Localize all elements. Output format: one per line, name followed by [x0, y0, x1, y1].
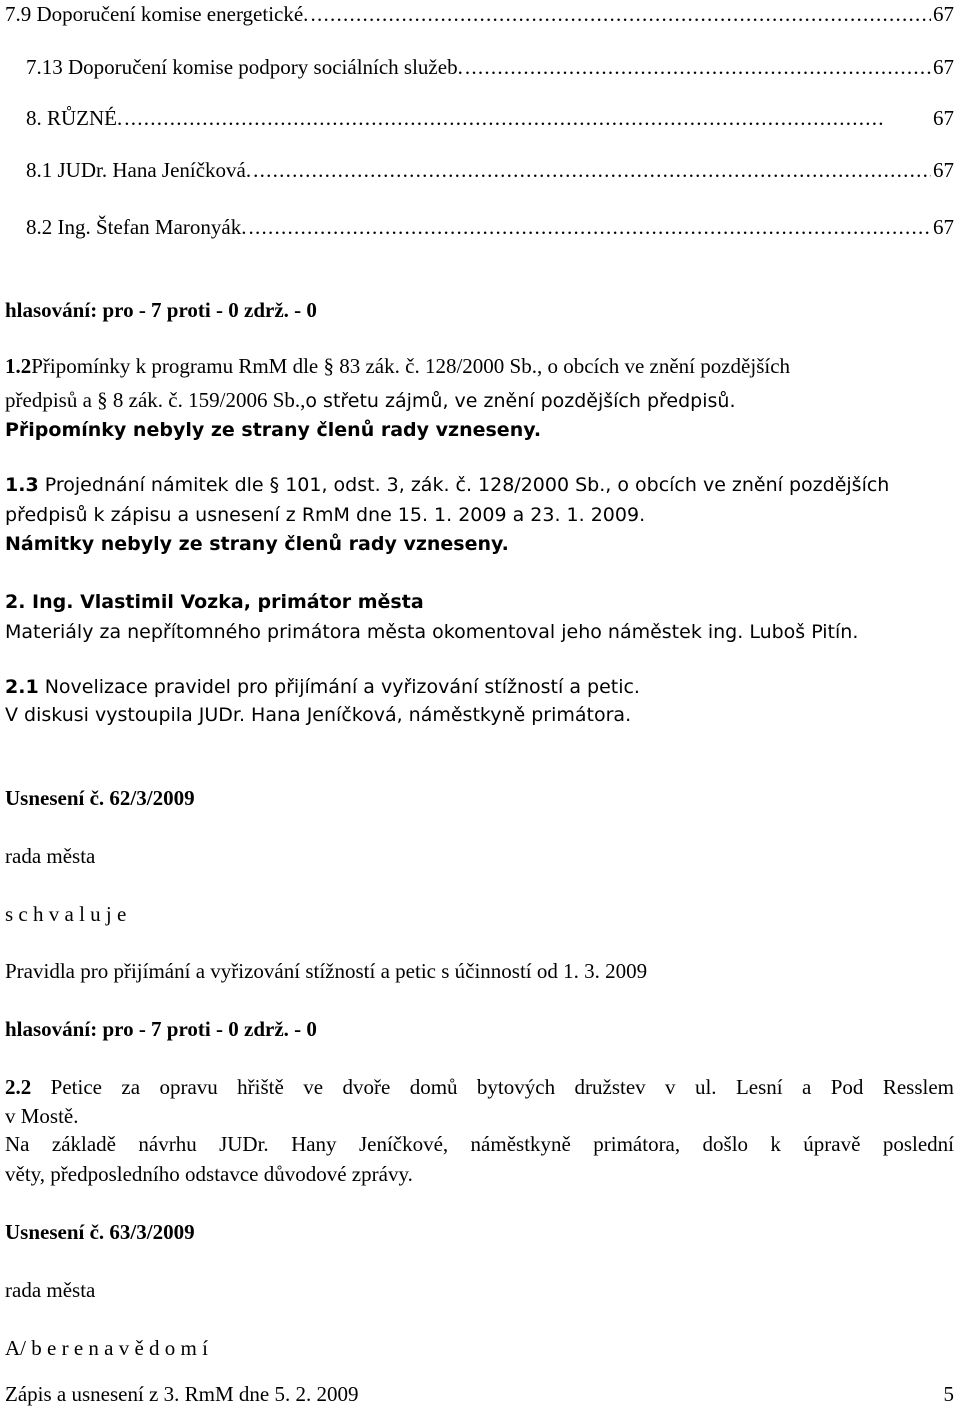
toc-leader: [124, 104, 931, 132]
toc-page: 67: [933, 215, 954, 239]
toc-entry: [26, 104, 954, 132]
resolution-title: Usnesení č. 62/3/2009: [5, 786, 195, 810]
toc-leader: [465, 53, 931, 81]
toc-page: 67: [933, 158, 954, 182]
section-heading: 2. Ing. Vlastimil Vozka, primátor města: [5, 591, 424, 613]
section-1-2-line: [5, 352, 790, 380]
section-text: předpisů a § 8 zák. č. 159/2006 Sb.,: [5, 388, 306, 412]
toc-leader: [253, 156, 931, 184]
section-number: 2.2: [5, 1075, 32, 1099]
toc-label: 7.13 Doporučení komise podpory sociálních služeb.: [26, 55, 463, 79]
section-title: Novelizace pravidel pro přijímání a vyřizování stížností a petic.: [44, 676, 640, 698]
section-1-2-line: [5, 386, 735, 415]
toc-label: 7.9 Doporučení komise energetické.: [5, 2, 309, 26]
section-text: o střetu zájmů, ve znění pozdějších předpisů.: [305, 390, 736, 412]
section-title: Petice za opravu hřiště ve dvoře domů bytových družstev v ul. Lesní a Pod Resslem: [50, 1075, 955, 1099]
resolution-body: rada města: [5, 844, 96, 868]
toc-entry: [26, 156, 954, 184]
section-note: Námitky nebyly ze strany členů rady vzneseny.: [5, 533, 509, 555]
toc-leader: [248, 213, 931, 241]
resolution-body: rada města: [5, 1278, 96, 1302]
page-number: 5: [943, 1382, 954, 1406]
section-text: věty, předposledního odstavce důvodové zprávy.: [5, 1162, 413, 1186]
toc-label: 8.2 Ing. Štefan Maronyák.: [26, 215, 247, 239]
toc-page: 67: [933, 106, 954, 130]
toc-label: 8. RŮZNÉ.: [26, 106, 123, 130]
section-text: Na základě návrhu JUDr. Hany Jeníčkové, náměstkyně primátora, došlo k úpravě poslední: [5, 1132, 954, 1156]
section-2-1-line: [5, 673, 640, 701]
section-number: 1.2: [5, 354, 32, 378]
section-text: V diskusi vystoupila JUDr. Hana Jeníčková, náměstkyně primátora.: [5, 704, 632, 726]
resolution-verb: A/ b e r e n a v ě d o m í: [5, 1336, 208, 1360]
section-note: Připomínky nebyly ze strany členů rady vzneseny.: [5, 419, 542, 441]
toc-entry: [26, 53, 954, 81]
resolution-verb: s c h v a l u j e: [5, 902, 127, 926]
toc-page: 67: [933, 55, 954, 79]
section-text: v Mostě.: [5, 1104, 79, 1128]
toc-label: 8.1 JUDr. Hana Jeníčková.: [26, 158, 252, 182]
section-2-2-line: [5, 1073, 954, 1101]
toc-leader: [310, 0, 931, 28]
section-title: Projednání námitek dle § 101, odst. 3, zák. č. 128/2000 Sb., o obcích ve znění pozdějších: [44, 474, 890, 496]
section-number: 1.3: [5, 474, 39, 496]
resolution-title: Usnesení č. 63/3/2009: [5, 1220, 195, 1244]
toc-entry: [26, 213, 954, 241]
page-footer: [5, 1380, 954, 1408]
section-text: Materiály za nepřítomného primátora města okomentoval jeho náměstek ing. Luboš Pitín.: [5, 621, 859, 643]
toc-entry: [5, 0, 954, 28]
vote-line: hlasování: pro - 7 proti - 0 zdrž. - 0: [5, 298, 317, 322]
section-text: předpisů k zápisu a usnesení z RmM dne 15. 1. 2009 a 23. 1. 2009.: [5, 504, 646, 526]
vote-line: hlasování: pro - 7 proti - 0 zdrž. - 0: [5, 1017, 317, 1041]
toc-page: 67: [933, 2, 954, 26]
section-title: Připomínky k programu RmM dle § 83 zák. č. 128/2000 Sb., o obcích ve znění pozdějších: [31, 354, 791, 378]
resolution-text: Pravidla pro přijímání a vyřizování stížností a petic s účinností od 1. 3. 2009: [5, 959, 648, 983]
section-number: 2.1: [5, 676, 39, 698]
footer-text: Zápis a usnesení z 3. RmM dne 5. 2. 2009: [5, 1382, 359, 1406]
section-1-3-line: [5, 471, 889, 499]
